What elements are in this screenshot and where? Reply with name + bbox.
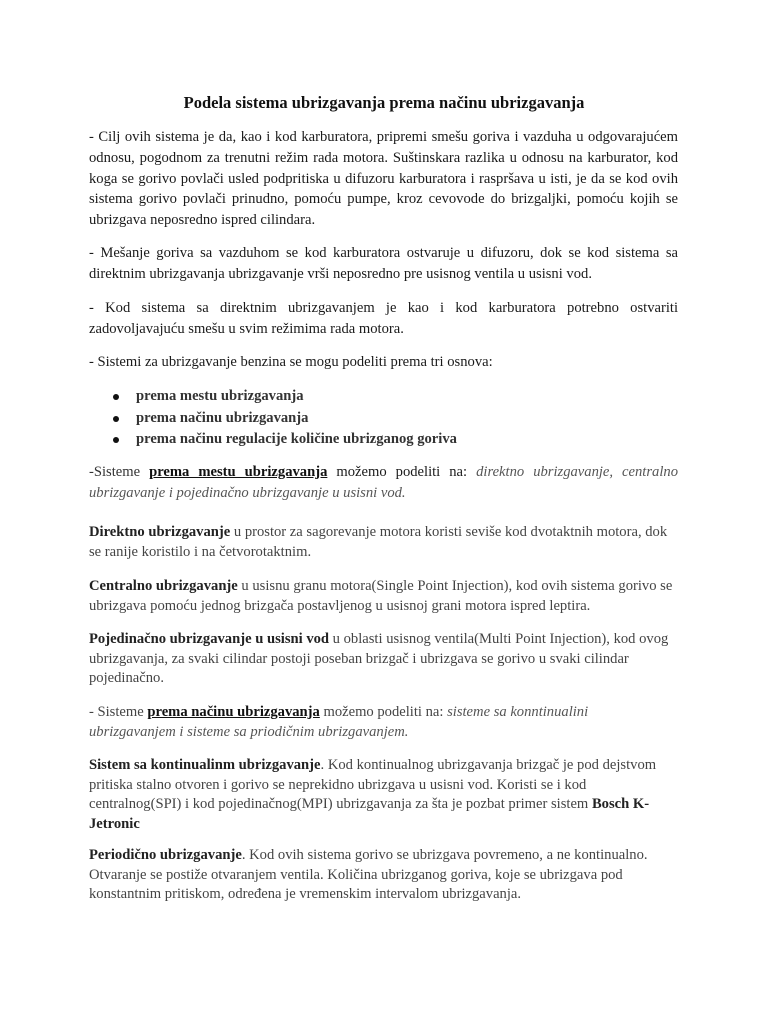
term-text: . Kod ovih sistema gorivo se ubrizgava povremeno, a ne kontinualno. Otvaranje se postiže otvaranjem ventila. Količina ubrizganog goriva, koje se ubrizgava pod konstantnim pritiskom, određena je vremenskim intervalom ubrizgavanja. [89, 847, 648, 902]
text-segment: - Sisteme [89, 704, 148, 720]
paragraph-direct-injection: - Kod sistema sa direktnim ubrizgavanjem je kao i kod karburatora potrebno ostvariti zadovoljavajuću smešu u svim režimima rada motora. [89, 300, 678, 337]
list-item-label: prema načinu ubrizgavanja [136, 409, 309, 426]
term-heading: Periodično ubrizgavanje [89, 847, 242, 863]
page-title: Podela sistema ubrizgavanja prema načinu ubrizgavanja [183, 93, 585, 112]
term-text: . Kod kontinualnog ubrizgavanja brizgač je pod dejstvom pritiska stalno otvoren i gorivo se neprekidno ubrizgava u usisni vod. Koristi se i kod centralnog(SPI) i kod pojedinačnog(MPI) ubrizgavanja za šta je pozbat primer sistem [89, 757, 657, 812]
list-item [89, 408, 457, 430]
term-heading: Bosch K-Jetronic [89, 796, 650, 832]
term-heading: Sistem sa kontinualinm ubrizgavanje [89, 757, 321, 773]
term-text: u prostor za sagorevanje motora koristi seviše kod dvotaktnih motora, dok se ranije koristilo i na četvorotaktnim. [89, 524, 668, 560]
list-item-label: prema mestu ubrizgavanja [136, 388, 304, 404]
paragraph-by-location [89, 462, 678, 504]
text-segment: možemo podeliti na: [327, 464, 477, 480]
text-segment: možemo podeliti na: [319, 704, 448, 720]
paragraph-intro: - Cilj ovih sistema je da, kao i kod karburatora, pripremi smešu goriva i vazduha u odgovarajućem odnosu, pogodnom za trenutni režim rada motora. Suštinskara razlika u odnosu na karburator, kod koga se gorivo povlači usled podpritiska u difuzoru karburatora i raspršava u isti, je da se kod ovih sistema gorivo povlači prinudno, pomoću pumpe, kroz cevovode do brizgaljki, pomoću kojih se ubrizgava neposredno ispred cilindara. [89, 129, 678, 229]
paragraph-pojedinacno [89, 630, 678, 689]
paragraph-centralno [89, 577, 678, 616]
list-item [89, 386, 457, 408]
paragraph-division: - Sistemi za ubrizgavanje benzina se mogu podeliti prema tri osnova: [89, 354, 493, 370]
italic-text: direktno ubrizgavanje, centralno ubrizgavanje i pojedinačno ubrizgavanje u usisni vod. [89, 464, 678, 501]
term-heading: Pojedinačno ubrizgavanje u usisni vod [89, 631, 330, 647]
list-item [89, 429, 457, 451]
key-term: prema načinu ubrizgavanja [147, 704, 320, 720]
paragraph-kontinualni [89, 756, 678, 834]
term-text: u oblasti usisnog ventila(Multi Point Injection), kod ovog ubrizgavanja, za svaki cilindar postoji poseban brizgač i ubrizgava se gorivo u svaki cilindar pojedinačno. [89, 631, 669, 686]
bullet-icon [113, 416, 119, 422]
term-heading: Direktno ubrizgavanje [89, 524, 231, 540]
bullet-icon [113, 394, 119, 400]
paragraph-mixing: - Mešanje goriva sa vazduhom se kod karburatora ostvaruje u difuzoru, dok se kod sistema sa direktnim ubrizgavanja ubrizgavanje vrši neposredno pre usisnog ventila u usisni vod. [89, 245, 678, 282]
paragraph-direktno [89, 523, 678, 562]
paragraph-periodicno [89, 846, 678, 905]
division-list [89, 386, 457, 451]
italic-text: sisteme sa konntinualini ubrizgavanjem i sisteme sa priodičnim ubrizgavanjem. [89, 704, 589, 740]
term-heading: Centralno ubrizgavanje [89, 578, 238, 594]
paragraph-by-method [89, 703, 678, 742]
text-segment: -Sisteme [89, 464, 150, 480]
bullet-icon [113, 437, 119, 443]
key-term: prema mestu ubrizgavanja [149, 464, 328, 480]
list-item-label: prema načinu regulacije količine ubrizganog goriva [136, 431, 457, 447]
term-text: u usisnu granu motora(Single Point Injection), kod ovih sistema gorivo se ubrizgava pomoću jednog brizgača postavljenog u usisnoj grani motora ispred leptira. [89, 578, 673, 614]
